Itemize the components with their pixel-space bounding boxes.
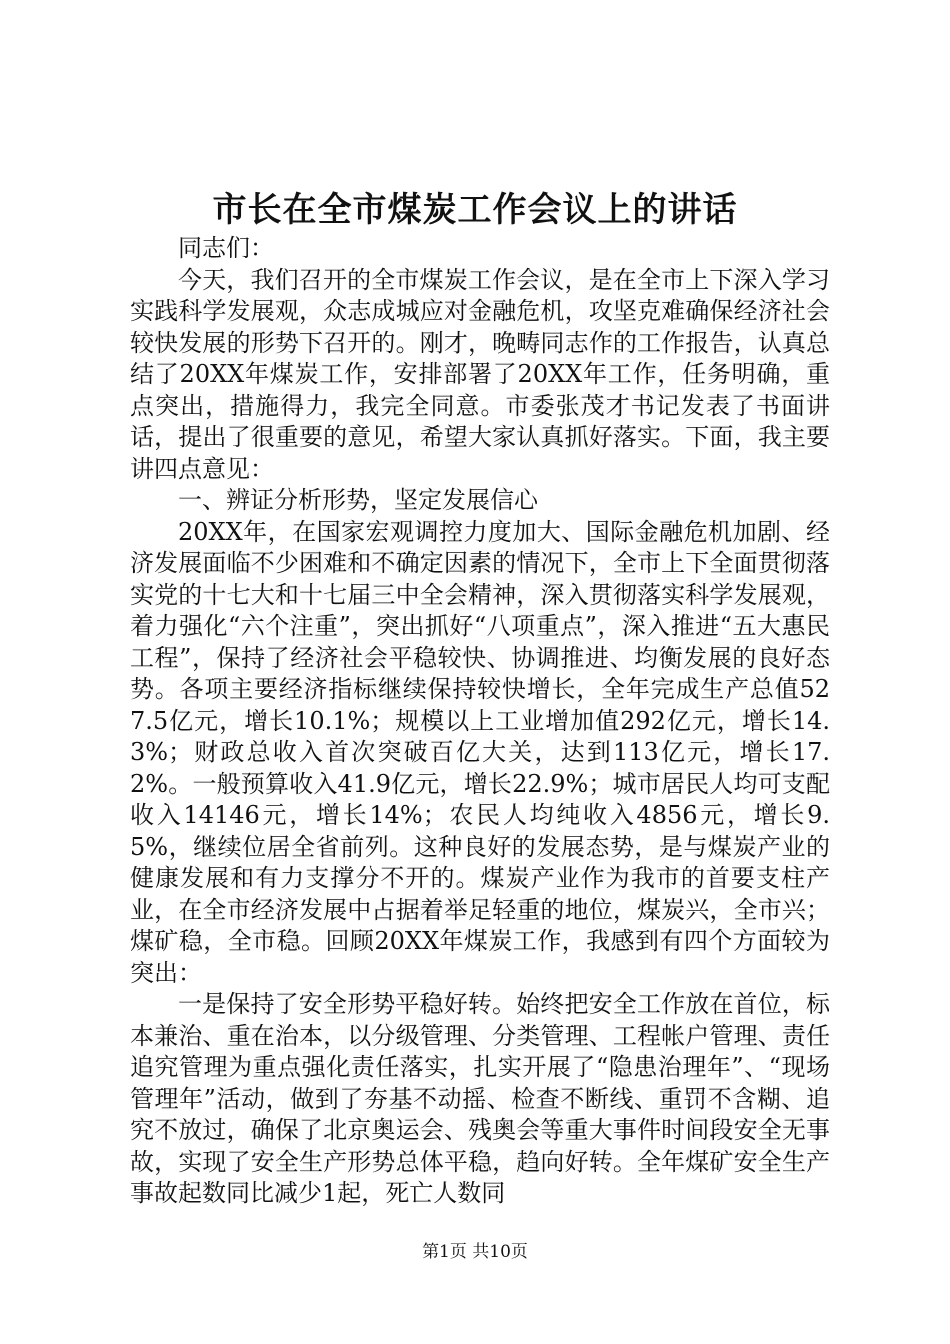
section-heading: 一、辨证分析形势，坚定发展信心 xyxy=(178,486,538,514)
page-number-footer: 第1页 共10页 xyxy=(422,1242,528,1262)
document-title: 市长在全市煤炭工作会议上的讲话 xyxy=(212,190,738,230)
paragraph-salutation: 同志们： xyxy=(178,234,274,262)
paragraph-intro: 今天，我们召开的全市煤炭工作会议，是在全市上下深入学习实践科学发展观，众志成城应对金融危机，攻坚克难确保经济社会较快发展的形势下召开的。刚才，晚畴同志作的工作报告，认真总结了20XX年煤炭工作，安排部署了20XX年工作，任务明确，重点突出，措施得力，我完全同意。市委张茂才书记发表了书面讲话，提出了很重要的意见，希望大家认真抓好落实。下面，我主要讲四点意见： xyxy=(130,265,830,483)
document-body xyxy=(130,233,830,1210)
paragraph-safety: 一是保持了安全形势平稳好转。始终把安全工作放在首位，标本兼治、重在治本，以分级管理、分类管理、工程帐户管理、责任追究管理为重点强化责任落实，扎实开展了“隐患治理年”、“现场管理年”活动，做到了夯基不动摇、检查不断线、重罚不含糊、追究不放过，确保了北京奥运会、残奥会等重大事件时间段安全无事故，实现了安全生产形势总体平稳，趋向好转。全年煤矿安全生产事故起数同比减少1起，死亡人数同 xyxy=(130,990,830,1207)
paragraph-economy: 20XX年，在国家宏观调控力度加大、国际金融危机加剧、经济发展面临不少困难和不确定因素的情况下，全市上下全面贯彻落实党的十七大和十七届三中全会精神，深入贯彻落实科学发展观，着力强化“六个注重”，突出抓好“八项重点”，深入推进“五大惠民工程”，保持了经济社会平稳较快、协调推进、均衡发展的良好态势。各项主要经济指标继续保持较快增长，全年完成生产总值527.5亿元，增长10.1%；规模以上工业增加值292亿元，增长14.3%；财政总收入首次突破百亿大关，达到113亿元，增长17.2%。一般预算收入41.9亿元，增长22.9%；城市居民人均可支配收入14146元，增长14%；农民人均纯收入4856元，增长9.5%，继续位居全省前列。这种良好的发展态势，是与煤炭产业的健康发展和有力支撑分不开的。煤炭产业作为我市的首要支柱产业，在全市经济发展中占据着举足轻重的地位，煤炭兴，全市兴；煤矿稳，全市稳。回顾20XX年煤炭工作，我感到有四个方面较为突出： xyxy=(130,517,830,987)
